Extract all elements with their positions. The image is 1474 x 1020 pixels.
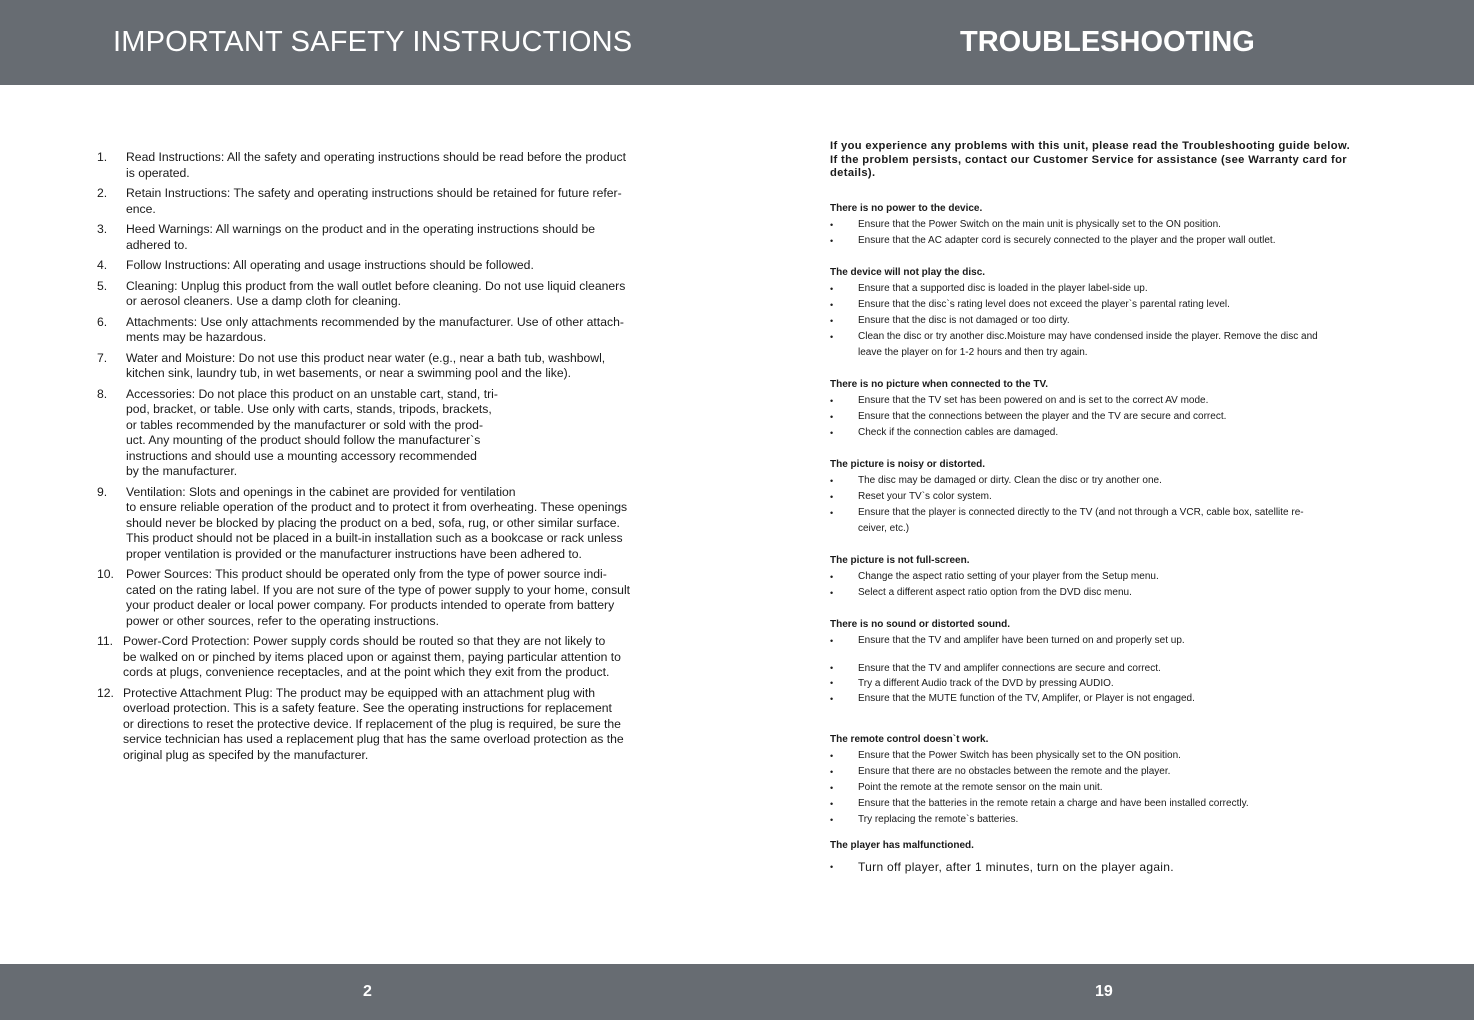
item-text: Protective Attachment Plug: The product may be equipped with an attachment plug with overload protection. This is a safety feature. See the operating instructions for replacement or directions to reset the protective device. If replacement of the plug is required, be sure the service technician has used a replacement plug that has the same overload protection as the original plug as specifed by the manufacturer.: [123, 685, 624, 762]
section-list: [830, 393, 1390, 441]
section-heading: The picture is not full-screen.: [830, 555, 970, 566]
item-number: 6.: [97, 314, 108, 329]
item-text: Check if the connection cables are damaged.: [858, 427, 1059, 438]
item-text: Ensure that the AC adapter cord is securely connected to the player and the proper wall outlet.: [858, 235, 1276, 246]
item-text: Try replacing the remote`s batteries.: [858, 814, 1019, 825]
section-list: [830, 217, 1390, 249]
bullet-icon: •: [830, 799, 834, 809]
item-text: Ensure that the player is connected directly to the TV (and not through a VCR, cable box, satellite re- ceiver, etc.): [858, 507, 1304, 534]
item-text: Power Sources: This product should be operated only from the type of power source indi- cated on the rating label. If you are not sure of the type of power supply to your home, consult your product dealer or local power company. For products intended to operate from battery power or other sources, refer to the operating instructions.: [126, 567, 631, 628]
list-item: [830, 297, 1390, 313]
bullet-icon: •: [830, 815, 834, 825]
list-item: [830, 473, 1390, 489]
item-text: Reset your TV`s color system.: [858, 491, 992, 502]
spacer: [830, 649, 1390, 661]
item-number: 10.: [97, 567, 114, 581]
item-text: Ensure that the batteries in the remote retain a charge and have been installed correctly.: [858, 798, 1249, 809]
list-item: [830, 281, 1390, 297]
bullet-icon: •: [830, 428, 834, 438]
section-list: [830, 858, 1390, 876]
bullet-icon: •: [830, 316, 834, 326]
list-item: [830, 858, 1390, 876]
list-item: [97, 634, 657, 681]
item-text: Ensure that there are no obstacles between the remote and the player.: [858, 766, 1171, 777]
section-list: [830, 633, 1390, 707]
item-text: Read Instructions: All the safety and operating instructions should be read before the product is operated.: [126, 150, 626, 180]
bullet-icon: •: [830, 476, 834, 486]
bullet-icon: •: [830, 767, 834, 777]
list-item: [97, 485, 657, 563]
list-item: [830, 329, 1390, 361]
list-item: [830, 633, 1390, 649]
section-heading: The player has malfunctioned.: [830, 840, 974, 851]
section-no-play: [830, 265, 1390, 361]
list-item: [97, 351, 657, 382]
footer-bar: [0, 964, 1474, 1020]
bullet-icon: •: [830, 636, 834, 646]
item-number: 4.: [97, 258, 108, 272]
item-text: Clean the disc or try another disc.Moisture may have condensed inside the player. Remove the disc and leave the player on for 1-2 hours and then try again.: [858, 331, 1318, 358]
page-number-right: 19: [1095, 983, 1113, 1000]
bullet-icon: •: [830, 300, 834, 310]
list-item: [830, 780, 1390, 796]
item-text: Ensure that the TV and amplifer connections are secure and correct.: [858, 663, 1161, 674]
bullet-icon: •: [830, 284, 834, 294]
list-item: [830, 691, 1390, 707]
bullet-icon: •: [830, 508, 834, 518]
troubleshooting-intro: If you experience any problems with this unit, please read the Troubleshooting guide below. If the problem persists, contact our Customer Service for assistance (see Warranty card for details).: [830, 140, 1351, 179]
bullet-icon: •: [830, 663, 834, 673]
section-no-picture: [830, 377, 1390, 441]
item-text: Follow Instructions: All operating and usage instructions should be followed.: [126, 258, 534, 272]
list-item: [97, 222, 657, 253]
page-number-left: 2: [363, 983, 372, 1000]
item-text: Ensure that the Power Switch has been physically set to the ON position.: [858, 750, 1181, 761]
item-text: Water and Moisture: Do not use this product near water (e.g., near a bath tub, washbowl, kitchen sink, laundry tub, in wet basements, or near a swimming pool and the like).: [126, 350, 606, 380]
list-item: [830, 217, 1390, 233]
bullet-icon: •: [830, 751, 834, 761]
item-text: Turn off player, after 1 minutes, turn on the player again.: [858, 860, 1174, 874]
section-heading: The remote control doesn`t work.: [830, 734, 989, 745]
list-item: [830, 796, 1390, 812]
bullet-icon: •: [830, 783, 834, 793]
list-item: [830, 585, 1390, 601]
bullet-icon: •: [830, 862, 834, 872]
item-text: Attachments: Use only attachments recommended by the manufacturer. Use of other attach- ments may be hazardous.: [126, 314, 624, 344]
item-text: Retain Instructions: The safety and operating instructions should be retained for future refer- ence.: [126, 186, 622, 216]
item-number: 7.: [97, 350, 108, 365]
item-text: Select a different aspect ratio option from the DVD disc menu.: [858, 587, 1132, 598]
list-item: [830, 569, 1390, 585]
item-text: Change the aspect ratio setting of your player from the Setup menu.: [858, 571, 1159, 582]
section-list: [830, 281, 1390, 361]
section-heading: The picture is noisy or distorted.: [830, 459, 986, 470]
list-item: [830, 661, 1390, 676]
item-number: 12.: [97, 685, 114, 700]
list-item: [830, 233, 1390, 249]
item-number: 3.: [97, 222, 108, 236]
section-heading: There is no power to the device.: [830, 203, 983, 214]
bullet-icon: •: [830, 396, 834, 406]
item-number: 9.: [97, 484, 108, 499]
bullet-icon: •: [830, 572, 834, 582]
list-item: [830, 489, 1390, 505]
item-text: Ensure that the Power Switch on the main unit is physically set to the ON position.: [858, 219, 1221, 230]
list-item: [97, 186, 657, 217]
list-item: [830, 425, 1390, 441]
item-text: Ensure that the connections between the player and the TV are secure and correct.: [858, 411, 1227, 422]
bullet-icon: •: [830, 694, 834, 704]
section-list: [830, 473, 1390, 537]
item-text: Cleaning: Unplug this product from the wall outlet before cleaning. Do not use liquid cleaners or aerosol cleaners. Use a damp cloth for cleaning.: [126, 278, 626, 308]
bullet-icon: •: [830, 492, 834, 502]
list-item: [97, 258, 657, 274]
bullet-icon: •: [830, 236, 834, 246]
section-no-power: [830, 201, 1390, 249]
section-not-full-screen: [830, 553, 1390, 601]
item-text: Accessories: Do not place this product on an unstable cart, stand, tri- pod, bracket, or table. Use only with carts, stands, tripods, brackets, or tables recommended by the manufacturer or sold with the prod- uct. Any mounting of the product should follow the manufacturer`s instructions and should use a mounting accessory recommended by the manufacturer.: [126, 386, 498, 478]
section-malfunction: [830, 838, 1390, 876]
item-text: Heed Warnings: All warnings on the product and in the operating instructions should be adhered to.: [126, 222, 596, 252]
list-item: [830, 505, 1390, 537]
list-item: [830, 676, 1390, 691]
list-item: [97, 686, 657, 764]
item-number: 5.: [97, 278, 108, 293]
bullet-icon: •: [830, 588, 834, 598]
item-number: 2.: [97, 186, 108, 200]
section-list: [830, 569, 1390, 601]
bullet-icon: •: [830, 332, 834, 342]
item-number: 8.: [97, 386, 108, 401]
item-text: Ensure that a supported disc is loaded in the player label-side up.: [858, 283, 1148, 294]
safety-instructions-list: [97, 150, 657, 768]
list-item: [830, 748, 1390, 764]
item-text: The disc may be damaged or dirty. Clean the disc or try another one.: [858, 475, 1162, 486]
item-text: Ventilation: Slots and openings in the cabinet are provided for ventilation to ensure reliable operation of the product and to protect it from overheating. These openings should never be blocked by placing the product on a bed, sofa, rug, or other similar surface. This product should not be placed in a built-in installation such as a bookcase or rack unless proper ventilation is provided or the manufacturer instructions have been adhered to.: [126, 484, 628, 561]
item-text: Ensure that the MUTE function of the TV, Amplifer, or Player is not engaged.: [858, 693, 1195, 704]
section-heading: There is no picture when connected to the TV.: [830, 379, 1048, 390]
list-item: [97, 279, 657, 310]
item-text: Ensure that the TV and amplifer have been turned on and properly set up.: [858, 635, 1185, 646]
item-number: 1.: [97, 150, 108, 164]
section-no-sound: [830, 617, 1390, 707]
bullet-icon: •: [830, 412, 834, 422]
list-item: [830, 764, 1390, 780]
bullet-icon: •: [830, 220, 834, 230]
list-item: [97, 315, 657, 346]
section-heading: The device will not play the disc.: [830, 267, 986, 278]
section-remote: [830, 732, 1390, 828]
list-item: [830, 313, 1390, 329]
section-list: [830, 748, 1390, 828]
item-text: Ensure that the TV set has been powered on and is set to the correct AV mode.: [858, 395, 1209, 406]
list-item: [830, 393, 1390, 409]
list-item: [830, 409, 1390, 425]
page-title-safety: IMPORTANT SAFETY INSTRUCTIONS: [113, 26, 633, 58]
item-text: Point the remote at the remote sensor on the main unit.: [858, 782, 1103, 793]
list-item: [830, 812, 1390, 828]
list-item: [97, 567, 657, 629]
list-item: [97, 150, 657, 181]
bullet-icon: •: [830, 678, 834, 688]
page-title-troubleshooting: TROUBLESHOOTING: [960, 26, 1255, 58]
item-text: Ensure that the disc`s rating level does not exceed the player`s parental rating level.: [858, 299, 1230, 310]
item-text: Ensure that the disc is not damaged or too dirty.: [858, 315, 1070, 326]
item-text: Try a different Audio track of the DVD by pressing AUDIO.: [858, 678, 1114, 689]
item-text: Power-Cord Protection: Power supply cords should be routed so that they are not likely to be walked on or pinched by items placed upon or against them, paying particular attention to cords at plugs, convenience receptacles, and at the point which they exit from the product.: [123, 634, 621, 679]
list-item: [97, 387, 657, 480]
item-number: 11.: [97, 634, 114, 648]
section-noisy-picture: [830, 457, 1390, 537]
section-heading: There is no sound or distorted sound.: [830, 619, 1011, 630]
